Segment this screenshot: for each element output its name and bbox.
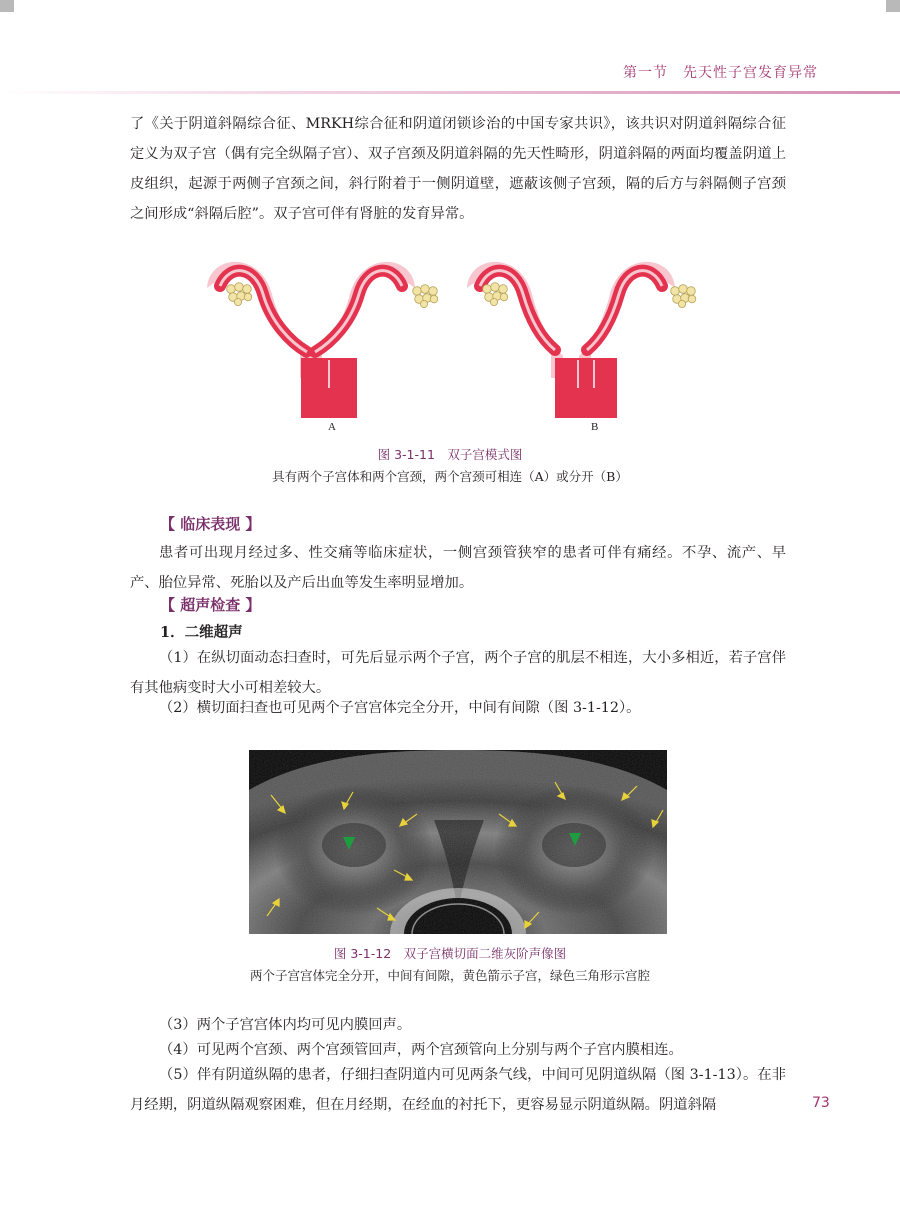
ultrasound-item-2: （2）横切面扫查也可见两个子宫宫体完全分开，中间有间隙（图 3-1-12）。 bbox=[159, 700, 641, 716]
ultrasound-item-1: （1）在纵切面动态扫查时，可先后显示两个子宫，两个子宫的肌层不相连，大小多相近，若子宫伴有其他病变时大小可相差较大。 bbox=[130, 650, 786, 696]
figure-2-caption-title: 图 3-1-12 双子宫横切面二维灰阶声像图 bbox=[333, 946, 567, 961]
ultrasound-item-5: （5）伴有阴道纵隔的患者，仔细扫查阴道内可见两条气线，中间可见阴道纵隔（图 3-1-13）。在非月经期，阴道纵隔观察困难，但在月经期，在经血的衬托下，更容易显示阴道纵隔。阴道斜隔 bbox=[130, 1067, 786, 1113]
uterus-diagram bbox=[195, 238, 725, 423]
ultrasound-image bbox=[249, 750, 667, 934]
figure-label-a: A bbox=[328, 421, 336, 433]
crop-mark-left bbox=[0, 0, 14, 12]
running-header: 第一节 先天性子宫发育异常 bbox=[623, 65, 818, 81]
clinical-paragraph: 患者可出现月经过多、性交痛等临床症状，一侧宫颈管狭窄的患者可伴有痛经。不孕、流产、早产、胎位异常、死胎以及产后出血等发生率明显增加。 bbox=[130, 545, 786, 591]
ultrasound-item-4: （4）可见两个宫颈、两个宫颈管回声，两个宫颈管向上分别与两个子宫内膜相连。 bbox=[159, 1042, 683, 1058]
clinical-heading: 【 临床表现 】 bbox=[160, 515, 261, 533]
figure-1-caption-desc: 具有两个子宫体和两个宫颈，两个宫颈可相连（A）或分开（B） bbox=[272, 469, 628, 484]
ultrasound-item-3: （3）两个子宫宫体内均可见内膜回声。 bbox=[159, 1017, 412, 1033]
intro-paragraph: 了《关于阴道斜隔综合征、MRKH综合征和阴道闭锁诊治的中国专家共识》，该共识对阴道斜隔综合征定义为双子宫（偶有完全纵隔子宫）、双子宫颈及阴道斜隔的先天性畸形，阴道斜隔的两面均覆盖阴道上皮组织，起源于两侧子宫颈之间，斜行附着于一侧阴道壁，遮蔽该侧子宫颈，隔的后方与斜隔侧子宫颈之间形成“斜隔后腔”。双子宫可伴有肾脏的发育异常。 bbox=[130, 116, 786, 222]
crop-mark-right bbox=[886, 0, 900, 12]
ultrasound-subheading: 1．二维超声 bbox=[160, 624, 243, 641]
diagram-b bbox=[467, 262, 696, 418]
figure-label-b: B bbox=[591, 421, 599, 433]
header-rule bbox=[0, 91, 900, 94]
ultrasound-heading: 【 超声检查 】 bbox=[160, 596, 261, 614]
figure-1-caption-title: 图 3-1-11 双子宫模式图 bbox=[377, 447, 523, 462]
page-number: 73 bbox=[812, 1095, 830, 1111]
diagram-a bbox=[207, 262, 438, 418]
figure-2-caption-desc: 两个子宫宫体完全分开，中间有间隙，黄色箭示子宫，绿色三角形示宫腔 bbox=[249, 968, 650, 983]
